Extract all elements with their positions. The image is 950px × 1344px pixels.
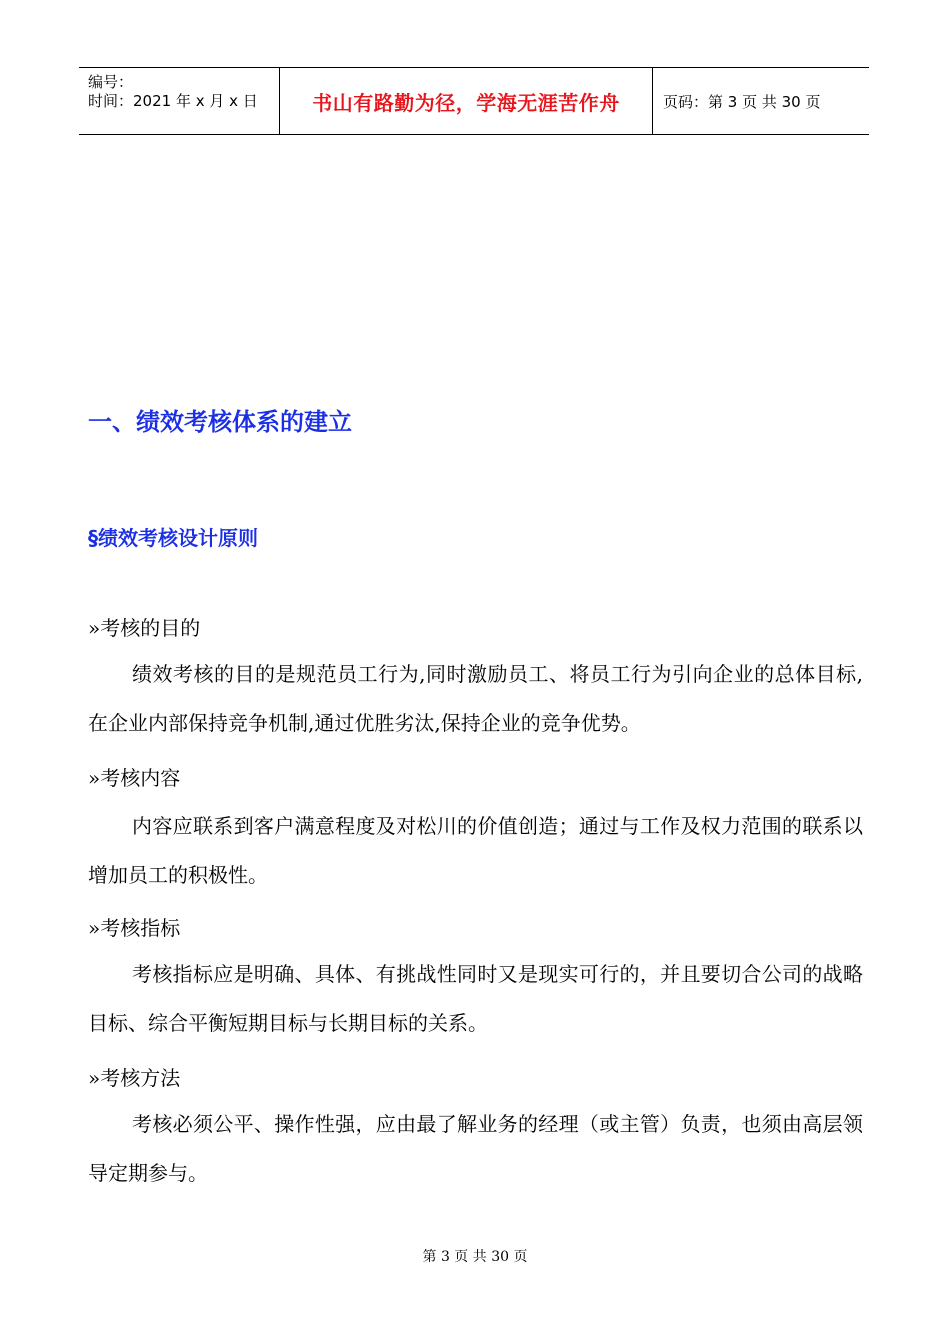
item-text-methods: 考核必须公平、操作性强，应由最了解业务的经理（或主管）负责，也须由高层领导定期参与。 — [88, 1112, 863, 1185]
page-header — [79, 67, 869, 135]
item-heading-purpose: »考核的目的 — [88, 616, 201, 640]
document-date-label: 时间：2021 年 x 月 x 日 — [88, 92, 258, 110]
item-heading-indicators: »考核指标 — [88, 916, 181, 940]
document-number-label: 编号： — [88, 73, 134, 91]
item-text-purpose: 绩效考核的目的是规范员工行为,同时激励员工、将员工行为引向企业的总体目标, 在企业内部保持竞争机制,通过优胜劣汰,保持企业的竞争优势。 — [88, 662, 863, 735]
page-footer: 第 3 页 共 30 页 — [422, 1249, 528, 1265]
subsection-title: §绩效考核设计原则 — [88, 526, 258, 550]
header-motto: 书山有路勤为径，学海无涯苦作舟 — [280, 68, 653, 134]
item-text-indicators: 考核指标应是明确、具体、有挑战性同时又是现实可行的，并且要切合公司的战略目标、综合平衡短期目标与长期目标的关系。 — [88, 962, 863, 1035]
item-heading-methods: »考核方法 — [88, 1066, 181, 1090]
item-heading-content: »考核内容 — [88, 766, 181, 790]
header-page-info: 页码：第 3 页 共 30 页 — [663, 92, 821, 111]
header-meta-cell — [79, 68, 280, 134]
section-title: 一、绩效考核体系的建立 — [88, 408, 352, 436]
item-text-content: 内容应联系到客户满意程度及对松川的价值创造；通过与工作及权力范围的联系以增加员工的积极性。 — [88, 814, 863, 887]
